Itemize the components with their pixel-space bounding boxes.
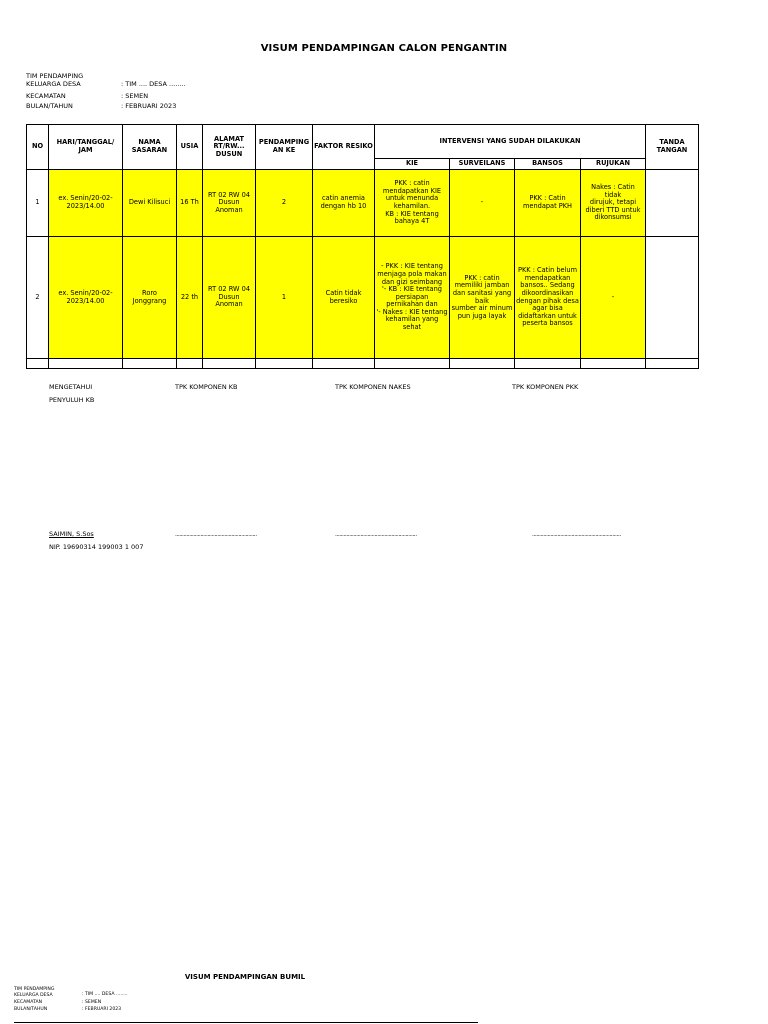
cell-kie: - PKK : KIE tentang menjaga pola makan dan gizi seimbang '- KB : KIE tentang persiapan pernikahan dan '- Nakes : KIE tentang kehamilan yang sehat (375, 237, 450, 359)
cell-kie: PKK : catin mendapatkan KIE untuk menunda kehamilan. KB : KIE tentang bahaya 4T (375, 170, 450, 237)
cell-pendamping: 1 (256, 237, 313, 359)
footer-meta-value-bulan: : FEBRUARI 2023 (82, 1007, 122, 1012)
header-faktor: FAKTOR RESIKO (313, 125, 375, 170)
cell-hari: ex. Senin/20-02- 2023/14.00 (49, 170, 123, 237)
header-no: NO (27, 125, 49, 170)
cell-usia: 22 th (177, 237, 203, 359)
cell-faktor: Catin tidak beresiko (313, 237, 375, 359)
table-row-empty (27, 359, 699, 369)
visum-table (26, 124, 699, 369)
footer-meta-value-kecamatan: : SEMEN (82, 1000, 102, 1005)
footer-table-edge (14, 1022, 478, 1023)
sig-mengetahui: MENGETAHUI (49, 383, 93, 391)
header-tanda: TANDA TANGAN (646, 125, 699, 170)
header-hari: HARI/TANGGAL/ JAM (49, 125, 123, 170)
footer-meta-label-tim: TIM PENDAMPING KELUARGA DESA (14, 987, 55, 998)
header-nama: NAMA SASARAN (123, 125, 177, 170)
meta-value-tim: : TIM .... DESA ........ (121, 80, 186, 88)
header-intervensi: INTERVENSI YANG SUDAH DILAKUKAN (375, 125, 646, 159)
meta-label-tim: TIM PENDAMPING KELUARGA DESA (26, 72, 84, 88)
sig-nip: NIP. 19690314 199003 1 007 (49, 543, 144, 551)
cell-no: 2 (27, 237, 49, 359)
cell-no: 1 (27, 170, 49, 237)
meta-label-bulan: BULAN/TAHUN (26, 102, 73, 110)
sig-dots-nakes: .......................................................... (335, 531, 417, 538)
cell-bansos: PKK : Catin belum mendapatkan bansos.. Sedang dikoordinasikan dengan pihak desa agar bisa didaftarkan untuk peserta bansos (515, 237, 581, 359)
header-pendamping: PENDAMPING AN KE (256, 125, 313, 170)
header-kie: KIE (375, 159, 450, 170)
meta-value-kecamatan: : SEMEN (121, 92, 149, 100)
sig-tpk-kb: TPK KOMPONEN KB (175, 383, 238, 391)
cell-rujukan: - (581, 237, 646, 359)
cell-tanda (646, 170, 699, 237)
cell-alamat: RT 02 RW 04 Dusun Anoman (203, 237, 256, 359)
footer-title: VISUM PENDAMPINGAN BUMIL (184, 973, 306, 981)
footer-meta-label-kecamatan: KECAMATAN (14, 1000, 43, 1005)
meta-label-kecamatan: KECAMATAN (26, 92, 66, 100)
cell-rujukan: Nakes : Catin tidak dirujuk, tetapi diberi TTD untuk dikonsumsi (581, 170, 646, 237)
header-bansos: BANSOS (515, 159, 581, 170)
sig-tpk-nakes: TPK KOMPONEN NAKES (335, 383, 411, 391)
cell-faktor: catin anemia dengan hb 10 (313, 170, 375, 237)
cell-surveilans: PKK : catin memiliki jamban dan sanitasi yang baik sumber air minum pun juga layak (450, 237, 515, 359)
cell-hari: ex. Senin/20-02- 2023/14.00 (49, 237, 123, 359)
table-row (27, 237, 699, 359)
header-surveilans: SURVEILANS (450, 159, 515, 170)
page-title: VISUM PENDAMPINGAN CALON PENGANTIN (260, 43, 508, 54)
sig-tpk-pkk: TPK KOMPONEN PKK (512, 383, 579, 391)
cell-nama: Dewi Kilisuci (123, 170, 177, 237)
table-row (27, 170, 699, 237)
cell-alamat: RT 02 RW 04 Dusun Anoman (203, 170, 256, 237)
cell-tanda (646, 237, 699, 359)
cell-surveilans: - (450, 170, 515, 237)
header-usia: USIA (177, 125, 203, 170)
cell-usia: 16 Th (177, 170, 203, 237)
header-rujukan: RUJUKAN (581, 159, 646, 170)
footer-meta-value-tim: : TIM .... DESA ........ (82, 992, 128, 997)
sig-penyuluh: PENYULUH KB (49, 396, 95, 404)
meta-value-bulan: : FEBRUARI 2023 (121, 102, 177, 110)
cell-bansos: PKK : Catin mendapat PKH (515, 170, 581, 237)
cell-nama: Roro Jonggrang (123, 237, 177, 359)
footer-meta-label-bulan: BULAN/TAHUN (14, 1007, 48, 1012)
header-alamat: ALAMAT RT/RW... DUSUN (203, 125, 256, 170)
cell-pendamping: 2 (256, 170, 313, 237)
sig-dots-pkk: ............................................................... (532, 531, 621, 538)
sig-name: SAIMIN, S.Sos (49, 530, 94, 538)
sig-dots-kb: .......................................................... (175, 531, 257, 538)
